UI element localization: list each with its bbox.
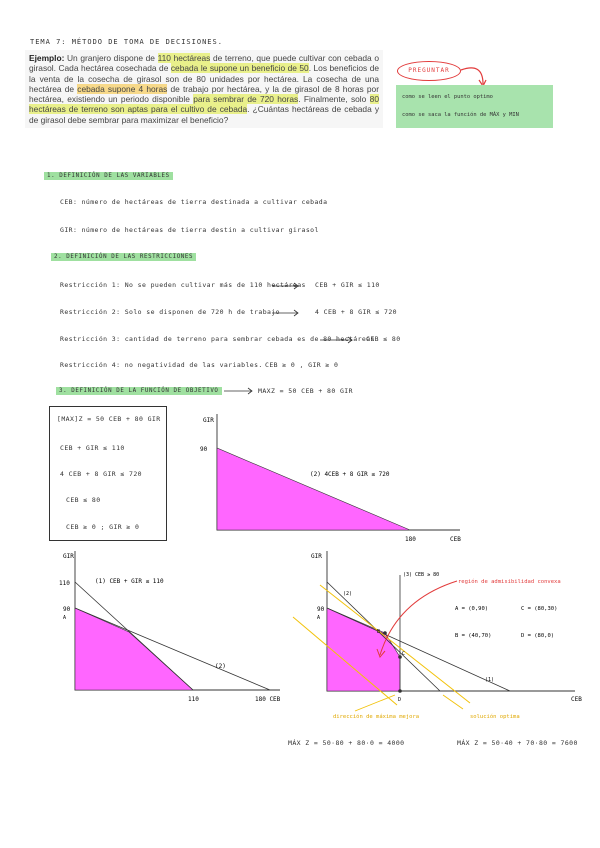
- model-line: [MAX]Z = 50 CEB + 80 GIR: [57, 415, 161, 423]
- constraint-label: (3) CEB ≥ 80: [403, 572, 440, 578]
- constraint-label: (1) CEB + GIR ≤ 110: [95, 578, 164, 585]
- graph-restriction-2: [195, 410, 475, 545]
- tick-label: 90: [63, 606, 71, 613]
- section-variables: 1. DEFINICIÓN DE LAS VARIABLES: [44, 172, 173, 180]
- tick-label: 90: [317, 606, 325, 613]
- restriction-text: Restricción 3: cantidad de terreno para sembrar cebada es de 80 hectáreas: [60, 335, 375, 343]
- restriction-expr: 4 CEB + 8 GIR ≤ 720: [315, 308, 397, 316]
- example-text: . Los beneficios de la venta de la cosecha de girasol son de 80 unidades por hectárea. La cosecha de una hectárea de: [29, 63, 380, 94]
- question-line: como se saca la función de MÁX y MIN: [402, 112, 519, 118]
- axis-label: GIR: [203, 417, 214, 424]
- constraint-label: (2): [215, 663, 226, 670]
- highlight-hectares: 110 hectáreas: [157, 53, 211, 63]
- tick-label: 180: [405, 536, 416, 543]
- example-text: de terreno, que puede cultivar con cebada o girasol. Cada hectárea cosechada de: [29, 53, 379, 74]
- restriction-text: Restricción 1: No se pueden cultivar más de 110 hectáreas: [60, 281, 306, 289]
- point-coord: D = (80,0): [521, 633, 555, 639]
- point-label: B: [377, 629, 381, 635]
- model-line: CEB ≤ 80: [66, 496, 101, 504]
- example-text: Un granjero dispone de: [64, 53, 158, 63]
- restriction-expr: CEB + GIR ≤ 110: [315, 281, 380, 289]
- point-label: D: [398, 697, 402, 703]
- question-line: como se leen el punto optimo: [402, 94, 493, 100]
- example-label: Ejemplo:: [29, 53, 65, 63]
- example-text: . ¿Cuántas hectáreas de cebada y de girasol debe sembrar para maximizar el beneficio?: [29, 104, 380, 125]
- tick-label: 110: [188, 696, 199, 703]
- restriction-text: Restricción 4: no negatividad de las variables.: [60, 361, 263, 369]
- point-label: A: [317, 615, 321, 621]
- point-label: A: [63, 615, 67, 621]
- point-coord: A = (0,90): [455, 606, 489, 612]
- result-max-2: MÁX Z = 50·40 + 70·80 = 7600: [457, 739, 578, 747]
- point-coord: B = (40,70): [455, 633, 492, 639]
- constraint-label: (2): [343, 591, 353, 597]
- point-label: C: [402, 651, 406, 657]
- tick-label: 110: [59, 580, 70, 587]
- tick-label: 180 CEB: [255, 696, 281, 703]
- restriction-expr: CEB ≥ 0 , GIR ≥ 0: [265, 361, 339, 369]
- highlight-cebada-land: 80 hectáreas de terreno son aptas para el cultivo de cebada: [29, 94, 379, 115]
- model-line: CEB + GIR ≤ 110: [60, 444, 125, 452]
- highlight-hours: para sembrar de 720 horas: [193, 94, 299, 105]
- arrow-icon: [222, 386, 258, 396]
- constraint-label: (2) 4CEB + 8 GIR ≤ 720: [310, 471, 390, 478]
- preguntar-bubble: PREGUNTAR: [397, 61, 461, 81]
- objective-function: MAXZ = 50 CEB + 80 GIR: [258, 387, 353, 395]
- section-restrictions: 2. DEFINICIÓN DE LAS RESTRICCIONES: [51, 253, 196, 261]
- highlight-cebada-benefit: cebada le supone un beneficio de 50: [170, 63, 309, 74]
- model-line: 4 CEB + 8 GIR ≤ 720: [60, 470, 142, 478]
- question-box: [396, 85, 553, 128]
- model-line: CEB ≥ 0 ; GIR ≥ 0: [66, 523, 140, 531]
- axis-label: GIR: [63, 553, 74, 560]
- axis-label: GIR: [311, 553, 322, 560]
- point-coord: C = (80,30): [521, 606, 558, 612]
- example-text: de trabajo por hectárea, y la de girasol de 8 horas por hectárea, existiendo un periodo disponible: [29, 83, 380, 105]
- section-objective: 3. DEFINICIÓN DE LA FUNCIÓN DE OBJETIVO: [56, 387, 222, 395]
- restriction-text: Restricción 2: Solo se disponen de 720 h de trabajo: [60, 308, 280, 316]
- model-box: [49, 406, 167, 541]
- page-title: TEMA 7: MÉTODO DE TOMA DE DECISIONES.: [30, 38, 223, 46]
- variable-ceb: CEB: número de hectáreas de tierra destinada a cultivar cebada: [60, 198, 328, 206]
- example-statement: [25, 50, 383, 128]
- restriction-arrows: [270, 278, 600, 373]
- variable-gir: GIR: número de hectáreas de tierra destin a cultivar girasol: [60, 226, 319, 234]
- axis-label: CEB: [450, 536, 461, 543]
- constraint-label: (1): [485, 677, 495, 683]
- graph-restriction-1: [55, 545, 285, 710]
- optimal-label: solución optima: [470, 714, 520, 720]
- tick-label: 90: [200, 446, 208, 453]
- axis-label: CEB: [571, 696, 582, 703]
- graph-feasible-region: [285, 545, 600, 730]
- result-max-1: MÁX Z = 50·80 + 80·0 = 4000: [288, 739, 405, 747]
- highlight-cebada-hours: cebada supone 4 horas: [77, 83, 168, 94]
- example-text: . Finalmente, solo: [298, 94, 370, 105]
- direction-label: dirección de máxima mejora: [333, 714, 420, 720]
- region-label: región de admisibilidad convexa: [458, 579, 561, 585]
- restriction-expr: CEB ≤ 80: [366, 335, 401, 343]
